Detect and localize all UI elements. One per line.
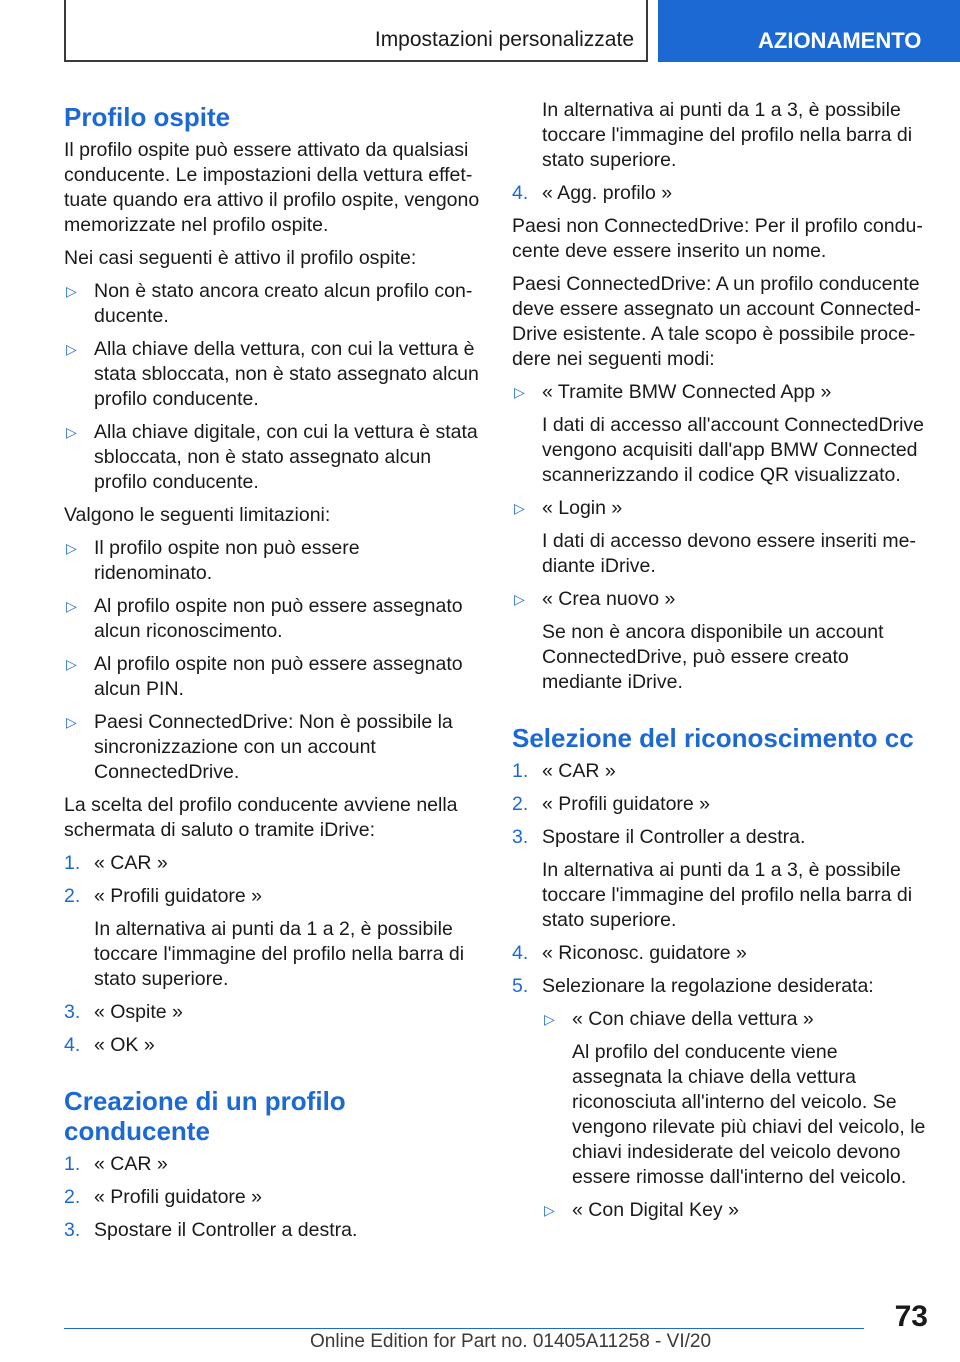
bullet-item: ▷ Alla chiave digitale, con cui la vettura è stata sbloccata, non è stato assegnato alcun profilo conducente.	[66, 421, 478, 493]
numbered-step: 1. « CAR »	[64, 1153, 168, 1175]
numbered-step: 3. « Ospite »	[64, 1001, 183, 1023]
heading-guest-profile: Profilo ospite	[64, 102, 231, 132]
header-section-title: Impostazioni personalizzate	[374, 28, 634, 51]
bullet-triangle-icon: ▷	[66, 341, 77, 357]
bullet-triangle-icon: ▷	[66, 714, 77, 730]
bullet-triangle-icon: ▷	[514, 500, 525, 516]
paragraph: Nei casi seguenti è attivo il profilo ospite:	[64, 247, 417, 269]
sub-bullet-description: Al profilo del conducente viene assegnata la chiave della vettura riconosciuta all'interno del veicolo. Se vengono rilevate più chiavi del veicolo, le chiavi indesiderate del veicolo devono essere rimosse dall'interno del veicolo.	[572, 1041, 926, 1188]
numbered-step: 5. Selezionare la regolazione desiderata:	[512, 975, 874, 997]
left-column	[64, 96, 480, 1251]
page-number: 73	[894, 1300, 928, 1333]
sub-bullet-item: ▷ « Con Digital Key »	[544, 1199, 739, 1221]
bullet-item: ▷ Il profilo ospite non può essere ridenominato.	[66, 537, 360, 584]
numbered-step: 3. Spostare il Controller a destra.	[512, 826, 806, 848]
bullet-item: ▷ Al profilo ospite non può essere assegnato alcun PIN.	[66, 653, 463, 700]
numbered-step: 2. « Profili guidatore »	[64, 885, 263, 907]
bullet-item: ▷ « Crea nuovo »	[514, 588, 676, 610]
bullet-triangle-icon: ▷	[66, 656, 77, 672]
bullet-description: I dati di accesso all'account ConnectedDrive vengono acquisiti dall'app BMW Connected scannerizzando il codice QR visualizzato.	[542, 414, 925, 486]
numbered-step: 2. « Profili guidatore »	[64, 1186, 263, 1208]
bullet-triangle-icon: ▷	[66, 540, 77, 556]
bullet-item: ▷ Alla chiave della vettura, con cui la vettura è stata sbloccata, non è stato assegnato alcun profilo conducente.	[66, 338, 479, 410]
header-box	[64, 0, 648, 62]
paragraph: Paesi non ConnectedDrive: Per il profilo conducente deve essere inserito un nome.	[512, 215, 923, 262]
step-note: In alternativa ai punti da 1 a 2, è possibile toccare l'immagine del profilo nella barra di stato superiore.	[94, 918, 465, 990]
numbered-step: 1. « CAR »	[512, 760, 616, 782]
footer-edition: Online Edition for Part no. 01405A11258 - VI/20	[310, 1331, 712, 1352]
header-chapter-tab: AZIONAMENTO	[658, 0, 960, 62]
bullet-item: ▷ « Login »	[514, 497, 623, 519]
paragraph: La scelta del profilo conducente avviene nella schermata di saluto o tramite iDrive:	[64, 794, 458, 841]
numbered-step: 4. « OK »	[64, 1034, 155, 1056]
paragraph: Il profilo ospite può essere attivato da qualsiasi conducente. Le impostazioni della vettura effettuate quando era attivo il profilo ospite, vengono memorizzate nel profilo ospite.	[64, 139, 480, 236]
footer-divider	[64, 1328, 864, 1329]
bullet-item: ▷ Paesi ConnectedDrive: Non è possibile la sincronizzazione con un account ConnectedDrive.	[66, 711, 453, 783]
step-note: In alternativa ai punti da 1 a 3, è possibile toccare l'immagine del profilo nella barra di stato superiore.	[542, 99, 913, 171]
bullet-triangle-icon: ▷	[66, 598, 77, 614]
bullet-item: ▷ Al profilo ospite non può essere assegnato alcun riconoscimento.	[66, 595, 463, 642]
step-note: In alternativa ai punti da 1 a 3, è possibile toccare l'immagine del profilo nella barra di stato superiore.	[542, 859, 913, 931]
numbered-step: 1. « CAR »	[64, 852, 168, 874]
bullet-description: I dati di accesso devono essere inseriti mediante iDrive.	[542, 530, 916, 577]
right-column	[512, 98, 926, 1231]
bullet-item: ▷ « Tramite BMW Connected App »	[514, 381, 832, 403]
bullet-triangle-icon: ▷	[514, 384, 525, 400]
bullet-triangle-icon: ▷	[544, 1011, 555, 1027]
heading-driver-recognition: Selezione del riconoscimento cc	[512, 723, 914, 753]
bullet-triangle-icon: ▷	[514, 591, 525, 607]
bullet-triangle-icon: ▷	[66, 283, 77, 299]
sub-bullet-item: ▷ « Con chiave della vettura »	[544, 1008, 814, 1030]
paragraph: Paesi ConnectedDrive: A un profilo conducente deve essere assegnato un account ConnectedDrive esistente. A tale scopo è possibile procedere nei seguenti modi:	[512, 273, 921, 370]
numbered-step: 2. « Profili guidatore »	[512, 793, 711, 815]
bullet-triangle-icon: ▷	[66, 424, 77, 440]
bullet-item: ▷ Non è stato ancora creato alcun profilo conducente.	[66, 280, 473, 327]
heading-create-profile: Creazione di un profilo conducente	[64, 1086, 346, 1146]
numbered-step: 4. « Riconosc. guidatore »	[512, 942, 747, 964]
bullet-description: Se non è ancora disponibile un account ConnectedDrive, può essere creato mediante iDrive.	[542, 621, 884, 693]
numbered-step: 3. Spostare il Controller a destra.	[64, 1219, 358, 1241]
numbered-step: 4. « Agg. profilo »	[512, 182, 673, 204]
paragraph: Valgono le seguenti limitazioni:	[64, 504, 331, 526]
bullet-triangle-icon: ▷	[544, 1202, 555, 1218]
